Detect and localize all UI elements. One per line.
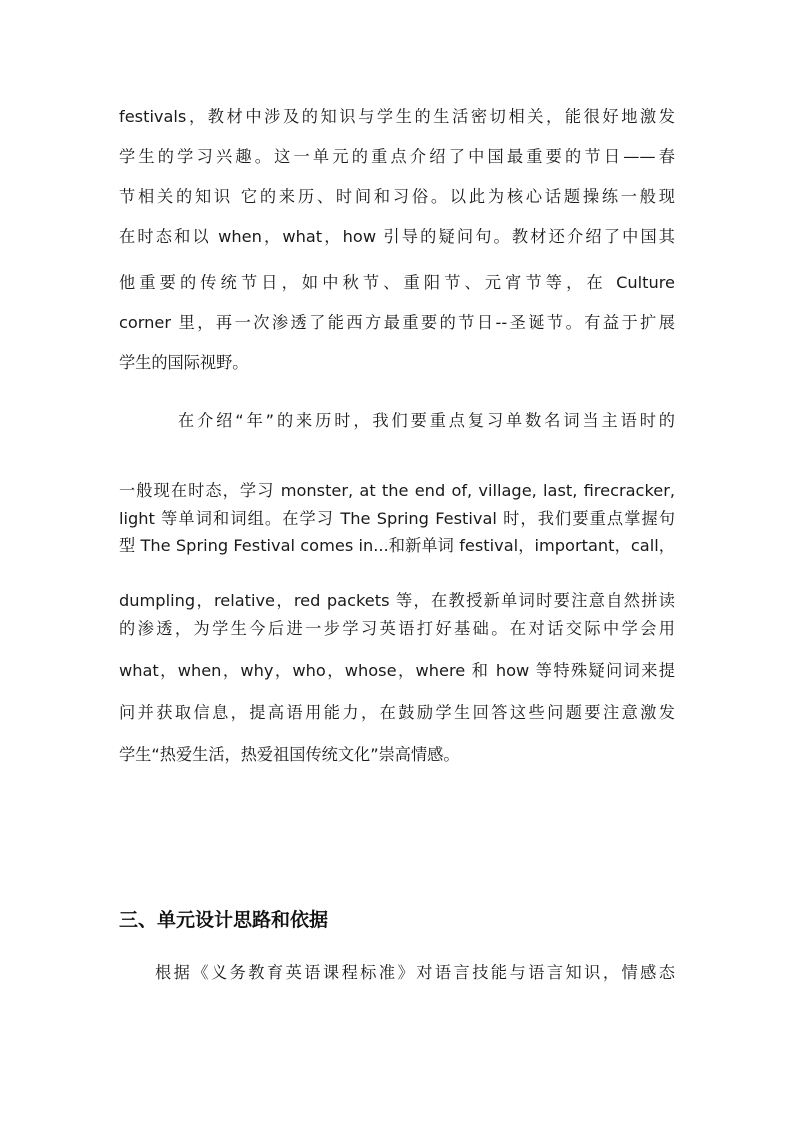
paragraph-line: 根据《义务教育英语课程标准》对语言技能与语言知识，情感态 xyxy=(155,963,675,982)
paragraph-line: festivals，教材中涉及的知识与学生的生活密切相关，能很好地激发 xyxy=(119,107,675,126)
paragraph-line: 型 The Spring Festival comes in...和新单词 festival，important，call， xyxy=(119,536,675,555)
paragraph-line: 节相关的知识 它的来历、时间和习俗。以此为核心话题操练一般现 xyxy=(119,187,675,206)
paragraph-line: 问并获取信息，提高语用能力，在鼓励学生回答这些问题要注意激发 xyxy=(119,703,675,722)
paragraph-line: 他重要的传统节日，如中秋节、重阳节、元宵节等，在 Culture xyxy=(119,273,675,292)
paragraph-line: light 等单词和词组。在学习 The Spring Festival 时，我们要重点掌握句 xyxy=(119,509,675,528)
paragraph-line: 学生的国际视野。 xyxy=(119,353,249,372)
paragraph-line: 的渗透，为学生今后进一步学习英语打好基础。在对话交际中学会用 xyxy=(119,619,675,638)
paragraph-line: 学生“热爱生活，热爱祖国传统文化”崇高情感。 xyxy=(119,745,460,764)
paragraph-line: dumpling，relative，red packets 等，在教授新单词时要注意自然拼读 xyxy=(119,591,675,610)
section-heading: 三、单元设计思路和依据 xyxy=(119,909,329,931)
paragraph-line: 在介绍“年”的来历时，我们要重点复习单数名词当主语时的 xyxy=(178,411,675,430)
paragraph-line: 在时态和以 when，what，how 引导的疑问句。教材还介绍了中国其 xyxy=(119,227,675,246)
paragraph-line: 学生的学习兴趣。这一单元的重点介绍了中国最重要的节日——春 xyxy=(119,147,675,166)
paragraph-line: 一般现在时态，学习 monster, at the end of, village, last, firecracker, xyxy=(119,481,675,500)
paragraph-line: what，when，why，who，whose，where 和 how 等特殊疑问词来提 xyxy=(119,661,675,680)
paragraph-line: corner 里，再一次渗透了能西方最重要的节日--圣诞节。有益于扩展 xyxy=(119,313,675,332)
